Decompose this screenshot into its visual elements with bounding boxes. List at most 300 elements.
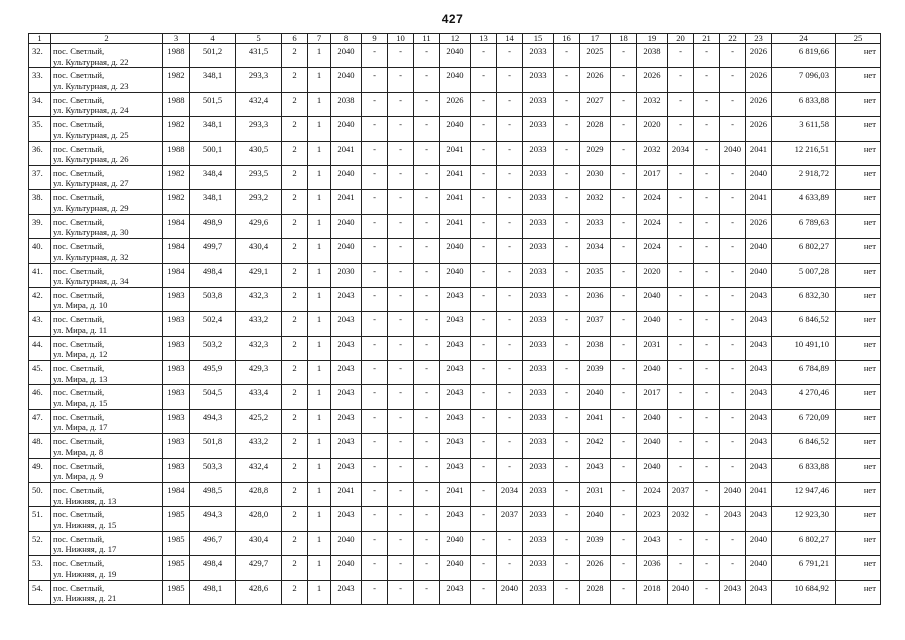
table-cell: 2043 bbox=[746, 361, 772, 385]
table-cell: 2033 bbox=[523, 507, 554, 531]
table-cell: - bbox=[471, 531, 497, 555]
table-cell: 1982 bbox=[163, 165, 190, 189]
table-cell: 2040 bbox=[637, 409, 668, 433]
table-cell: 1984 bbox=[163, 263, 190, 287]
table-cell: 2040 bbox=[440, 117, 471, 141]
table-cell: 2041 bbox=[440, 190, 471, 214]
table-cell: 425,2 bbox=[236, 409, 282, 433]
table-cell: - bbox=[388, 458, 414, 482]
table-cell: - bbox=[362, 409, 388, 433]
table-cell: - bbox=[694, 483, 720, 507]
status-cell: нет bbox=[836, 190, 881, 214]
table-cell: 2043 bbox=[440, 458, 471, 482]
table-cell: 2034 bbox=[668, 141, 694, 165]
table-cell: 2043 bbox=[331, 409, 362, 433]
table-cell: 293,3 bbox=[236, 117, 282, 141]
table-cell: 1 bbox=[308, 263, 331, 287]
table-cell: - bbox=[497, 336, 523, 360]
column-number-cell: 19 bbox=[637, 34, 668, 44]
table-cell: - bbox=[388, 409, 414, 433]
table-cell: 1988 bbox=[163, 92, 190, 116]
table-cell: - bbox=[720, 117, 746, 141]
table-cell: 2033 bbox=[523, 214, 554, 238]
table-cell: - bbox=[611, 165, 637, 189]
cost-cell: 7 096,03 bbox=[772, 68, 836, 92]
table-cell: - bbox=[694, 385, 720, 409]
table-cell: - bbox=[694, 287, 720, 311]
table-cell: 498,9 bbox=[190, 214, 236, 238]
table-cell: 432,4 bbox=[236, 458, 282, 482]
status-cell: нет bbox=[836, 361, 881, 385]
table-cell: 1 bbox=[308, 239, 331, 263]
table-cell: 501,2 bbox=[190, 44, 236, 68]
table-cell: - bbox=[497, 287, 523, 311]
table-cell: - bbox=[554, 165, 580, 189]
address-cell: пос. Светлый, ул. Культурная, д. 29 bbox=[51, 190, 163, 214]
table-cell: 2040 bbox=[637, 312, 668, 336]
column-number-cell: 3 bbox=[163, 34, 190, 44]
table-cell: 1983 bbox=[163, 458, 190, 482]
table-cell: - bbox=[720, 409, 746, 433]
column-number-cell: 13 bbox=[471, 34, 497, 44]
table-cell: 428,0 bbox=[236, 507, 282, 531]
table-cell: 2040 bbox=[720, 141, 746, 165]
table-cell: - bbox=[554, 312, 580, 336]
table-cell: 428,8 bbox=[236, 483, 282, 507]
table-cell: 494,3 bbox=[190, 507, 236, 531]
address-cell: пос. Светлый, ул. Культурная, д. 23 bbox=[51, 68, 163, 92]
table-cell: 2 bbox=[282, 117, 308, 141]
status-cell: нет bbox=[836, 239, 881, 263]
table-cell: - bbox=[497, 434, 523, 458]
table-cell: - bbox=[388, 556, 414, 580]
table-cell: - bbox=[497, 556, 523, 580]
table-cell: 432,4 bbox=[236, 92, 282, 116]
cost-cell: 6 720,09 bbox=[772, 409, 836, 433]
table-cell: - bbox=[497, 44, 523, 68]
column-number-cell: 1 bbox=[29, 34, 51, 44]
table-cell: 2043 bbox=[440, 434, 471, 458]
table-cell: 2037 bbox=[497, 507, 523, 531]
table-cell: 2 bbox=[282, 165, 308, 189]
table-cell: - bbox=[694, 190, 720, 214]
table-cell: - bbox=[668, 458, 694, 482]
housing-register-table bbox=[28, 33, 881, 605]
table-cell: 293,3 bbox=[236, 68, 282, 92]
table-cell: - bbox=[414, 117, 440, 141]
table-cell: 503,8 bbox=[190, 287, 236, 311]
table-cell: - bbox=[668, 68, 694, 92]
table-cell: - bbox=[471, 385, 497, 409]
table-cell: 2028 bbox=[580, 117, 611, 141]
table-cell: 2 bbox=[282, 92, 308, 116]
cost-cell: 4 633,89 bbox=[772, 190, 836, 214]
table-cell: 2043 bbox=[746, 580, 772, 604]
table-cell: 432,3 bbox=[236, 287, 282, 311]
table-cell: - bbox=[611, 141, 637, 165]
address-cell: пос. Светлый, ул. Нижняя, д. 17 bbox=[51, 531, 163, 555]
table-cell: - bbox=[471, 483, 497, 507]
table-cell: - bbox=[362, 458, 388, 482]
table-cell: 1 bbox=[308, 214, 331, 238]
table-cell: 2040 bbox=[746, 556, 772, 580]
table-cell: 2043 bbox=[331, 361, 362, 385]
table-cell: - bbox=[471, 263, 497, 287]
table-cell: 433,2 bbox=[236, 434, 282, 458]
table-cell: 2026 bbox=[580, 556, 611, 580]
table-cell: - bbox=[668, 434, 694, 458]
table-cell: - bbox=[554, 580, 580, 604]
table-cell: - bbox=[668, 409, 694, 433]
status-cell: нет bbox=[836, 483, 881, 507]
table-cell: - bbox=[668, 531, 694, 555]
table-row bbox=[29, 336, 881, 360]
table-cell: - bbox=[362, 531, 388, 555]
table-cell: 2033 bbox=[523, 190, 554, 214]
table-row bbox=[29, 214, 881, 238]
table-cell: 2017 bbox=[637, 165, 668, 189]
table-cell: 2 bbox=[282, 190, 308, 214]
address-cell: пос. Светлый, ул. Культурная, д. 32 bbox=[51, 239, 163, 263]
table-cell: 348,4 bbox=[190, 165, 236, 189]
table-cell: - bbox=[720, 214, 746, 238]
status-cell: нет bbox=[836, 580, 881, 604]
table-cell: 2036 bbox=[637, 556, 668, 580]
table-cell: - bbox=[554, 287, 580, 311]
table-cell: 2040 bbox=[580, 385, 611, 409]
table-cell: 1982 bbox=[163, 68, 190, 92]
column-number-cell: 23 bbox=[746, 34, 772, 44]
table-cell: - bbox=[694, 434, 720, 458]
table-cell: - bbox=[388, 141, 414, 165]
table-cell: - bbox=[694, 165, 720, 189]
table-cell: - bbox=[611, 336, 637, 360]
table-cell: 430,4 bbox=[236, 531, 282, 555]
table-cell: 348,1 bbox=[190, 117, 236, 141]
table-cell: - bbox=[720, 239, 746, 263]
table-cell: 2043 bbox=[331, 458, 362, 482]
table-cell: - bbox=[694, 458, 720, 482]
table-cell: - bbox=[554, 214, 580, 238]
table-cell: 2043 bbox=[746, 385, 772, 409]
table-cell: - bbox=[388, 44, 414, 68]
table-cell: 503,2 bbox=[190, 336, 236, 360]
table-cell: 2 bbox=[282, 556, 308, 580]
table-cell: - bbox=[388, 239, 414, 263]
table-cell: 2017 bbox=[637, 385, 668, 409]
table-cell: 1985 bbox=[163, 556, 190, 580]
address-cell: пос. Светлый, ул. Нижняя, д. 15 bbox=[51, 507, 163, 531]
table-cell: - bbox=[414, 361, 440, 385]
table-cell: 1 bbox=[308, 312, 331, 336]
table-cell: 2036 bbox=[580, 287, 611, 311]
table-cell: - bbox=[694, 531, 720, 555]
table-cell: 2033 bbox=[523, 483, 554, 507]
table-cell: 503,3 bbox=[190, 458, 236, 482]
table-cell: - bbox=[414, 239, 440, 263]
table-cell: - bbox=[471, 287, 497, 311]
table-cell: 2 bbox=[282, 141, 308, 165]
table-cell: 2 bbox=[282, 44, 308, 68]
table-cell: - bbox=[388, 531, 414, 555]
table-cell: - bbox=[388, 190, 414, 214]
table-cell: - bbox=[720, 190, 746, 214]
table-cell: - bbox=[388, 580, 414, 604]
table-row bbox=[29, 165, 881, 189]
status-cell: нет bbox=[836, 68, 881, 92]
table-cell: 2033 bbox=[523, 556, 554, 580]
table-cell: 2041 bbox=[440, 214, 471, 238]
table-cell: 2040 bbox=[637, 287, 668, 311]
table-cell: 2033 bbox=[523, 312, 554, 336]
table-cell: 2029 bbox=[580, 141, 611, 165]
table-cell: - bbox=[554, 507, 580, 531]
table-cell: - bbox=[554, 263, 580, 287]
table-cell: 2032 bbox=[637, 141, 668, 165]
table-cell: - bbox=[362, 263, 388, 287]
table-row bbox=[29, 556, 881, 580]
table-cell: 293,2 bbox=[236, 190, 282, 214]
table-cell: 2043 bbox=[440, 409, 471, 433]
table-cell: 433,2 bbox=[236, 312, 282, 336]
cost-cell: 6 833,88 bbox=[772, 92, 836, 116]
table-cell: - bbox=[362, 287, 388, 311]
table-cell: 1 bbox=[308, 117, 331, 141]
table-cell: 2038 bbox=[580, 336, 611, 360]
table-cell: 2033 bbox=[523, 434, 554, 458]
cost-cell: 6 833,88 bbox=[772, 458, 836, 482]
cost-cell: 6 789,63 bbox=[772, 214, 836, 238]
table-cell: 2043 bbox=[440, 385, 471, 409]
table-cell: 2020 bbox=[637, 117, 668, 141]
table-cell: - bbox=[362, 483, 388, 507]
table-row bbox=[29, 190, 881, 214]
table-row bbox=[29, 239, 881, 263]
address-cell: пос. Светлый, ул. Культурная, д. 27 bbox=[51, 165, 163, 189]
table-cell: - bbox=[694, 580, 720, 604]
row-number-cell: 39. bbox=[29, 214, 51, 238]
table-cell: 2032 bbox=[580, 190, 611, 214]
table-cell: - bbox=[668, 287, 694, 311]
table-cell: 2043 bbox=[331, 336, 362, 360]
address-cell: пос. Светлый, ул. Мира, д. 8 bbox=[51, 434, 163, 458]
table-cell: 2 bbox=[282, 287, 308, 311]
table-cell: - bbox=[554, 239, 580, 263]
table-cell: - bbox=[611, 263, 637, 287]
table-cell: - bbox=[554, 92, 580, 116]
column-number-row bbox=[29, 34, 881, 44]
table-cell: 1 bbox=[308, 336, 331, 360]
table-cell: - bbox=[668, 44, 694, 68]
table-cell: - bbox=[554, 556, 580, 580]
column-number-cell: 17 bbox=[580, 34, 611, 44]
table-cell: 2 bbox=[282, 214, 308, 238]
table-cell: - bbox=[694, 214, 720, 238]
table-cell: 494,3 bbox=[190, 409, 236, 433]
table-cell: 2040 bbox=[440, 531, 471, 555]
table-cell: 2040 bbox=[440, 263, 471, 287]
table-cell: - bbox=[497, 141, 523, 165]
table-row bbox=[29, 263, 881, 287]
table-cell: 2024 bbox=[637, 214, 668, 238]
table-cell: 2043 bbox=[331, 287, 362, 311]
table-cell: 1984 bbox=[163, 483, 190, 507]
table-cell: 2043 bbox=[440, 507, 471, 531]
cost-cell: 6 784,89 bbox=[772, 361, 836, 385]
table-cell: - bbox=[362, 580, 388, 604]
table-cell: 2041 bbox=[746, 190, 772, 214]
table-cell: - bbox=[362, 556, 388, 580]
table-cell: 1 bbox=[308, 68, 331, 92]
column-number-cell: 14 bbox=[497, 34, 523, 44]
row-number-cell: 52. bbox=[29, 531, 51, 555]
table-cell: 2043 bbox=[746, 409, 772, 433]
cost-cell: 12 947,46 bbox=[772, 483, 836, 507]
table-cell: 501,5 bbox=[190, 92, 236, 116]
table-cell: 2043 bbox=[440, 287, 471, 311]
table-cell: 1983 bbox=[163, 361, 190, 385]
table-cell: - bbox=[611, 239, 637, 263]
column-number-cell: 15 bbox=[523, 34, 554, 44]
table-cell: 2024 bbox=[637, 239, 668, 263]
table-cell: - bbox=[554, 361, 580, 385]
row-number-cell: 51. bbox=[29, 507, 51, 531]
table-cell: 2040 bbox=[580, 507, 611, 531]
table-cell: 1 bbox=[308, 531, 331, 555]
table-cell: - bbox=[362, 336, 388, 360]
table-cell: - bbox=[471, 117, 497, 141]
table-cell: 2031 bbox=[637, 336, 668, 360]
address-cell: пос. Светлый, ул. Мира, д. 9 bbox=[51, 458, 163, 482]
table-cell: - bbox=[497, 165, 523, 189]
table-cell: 2033 bbox=[523, 263, 554, 287]
status-cell: нет bbox=[836, 556, 881, 580]
status-cell: нет bbox=[836, 44, 881, 68]
table-cell: - bbox=[497, 409, 523, 433]
table-cell: 1985 bbox=[163, 580, 190, 604]
table-cell: 1983 bbox=[163, 385, 190, 409]
table-cell: - bbox=[611, 361, 637, 385]
table-cell: - bbox=[414, 190, 440, 214]
table-cell: 2018 bbox=[637, 580, 668, 604]
table-cell: - bbox=[471, 92, 497, 116]
table-cell: 2042 bbox=[580, 434, 611, 458]
table-cell: - bbox=[414, 556, 440, 580]
table-cell: 1 bbox=[308, 141, 331, 165]
table-cell: 2041 bbox=[331, 190, 362, 214]
table-cell: 1 bbox=[308, 44, 331, 68]
table-cell: 1 bbox=[308, 580, 331, 604]
column-number-cell: 24 bbox=[772, 34, 836, 44]
table-cell: - bbox=[362, 239, 388, 263]
table-cell: 2033 bbox=[523, 409, 554, 433]
table-cell: - bbox=[720, 531, 746, 555]
table-cell: 2 bbox=[282, 239, 308, 263]
table-cell: - bbox=[720, 263, 746, 287]
table-cell: - bbox=[611, 68, 637, 92]
table-cell: 2040 bbox=[746, 239, 772, 263]
table-cell: - bbox=[497, 458, 523, 482]
table-cell: - bbox=[694, 141, 720, 165]
table-cell: - bbox=[668, 239, 694, 263]
table-cell: - bbox=[694, 239, 720, 263]
table-cell: - bbox=[414, 580, 440, 604]
column-number-cell: 20 bbox=[668, 34, 694, 44]
table-cell: 2020 bbox=[637, 263, 668, 287]
table-cell: 2040 bbox=[637, 434, 668, 458]
table-cell: - bbox=[611, 312, 637, 336]
table-cell: - bbox=[414, 531, 440, 555]
column-number-cell: 8 bbox=[331, 34, 362, 44]
table-cell: 1 bbox=[308, 92, 331, 116]
table-cell: 2041 bbox=[440, 483, 471, 507]
table-cell: 2033 bbox=[523, 336, 554, 360]
table-cell: 1 bbox=[308, 434, 331, 458]
table-cell: 2037 bbox=[580, 312, 611, 336]
table-cell: 2040 bbox=[331, 214, 362, 238]
cost-cell: 6 846,52 bbox=[772, 312, 836, 336]
table-cell: - bbox=[694, 556, 720, 580]
column-number-cell: 18 bbox=[611, 34, 637, 44]
table-cell: 2041 bbox=[331, 141, 362, 165]
table-cell: - bbox=[414, 165, 440, 189]
table-cell: - bbox=[414, 434, 440, 458]
column-number-cell: 22 bbox=[720, 34, 746, 44]
table-cell: 2043 bbox=[331, 507, 362, 531]
table-cell: - bbox=[497, 214, 523, 238]
table-cell: 2026 bbox=[746, 214, 772, 238]
table-cell: 1 bbox=[308, 409, 331, 433]
table-cell: - bbox=[388, 263, 414, 287]
table-cell: 433,4 bbox=[236, 385, 282, 409]
table-cell: - bbox=[720, 44, 746, 68]
table-cell: - bbox=[414, 409, 440, 433]
table-cell: 1 bbox=[308, 458, 331, 482]
table-cell: 2 bbox=[282, 409, 308, 433]
table-cell: 1982 bbox=[163, 117, 190, 141]
table-cell: 2043 bbox=[331, 312, 362, 336]
table-cell: 1988 bbox=[163, 44, 190, 68]
table-cell: 2033 bbox=[523, 580, 554, 604]
cost-cell: 3 611,58 bbox=[772, 117, 836, 141]
table-cell: 348,1 bbox=[190, 190, 236, 214]
status-cell: нет bbox=[836, 434, 881, 458]
table-cell: 2040 bbox=[331, 165, 362, 189]
table-cell: 2041 bbox=[746, 483, 772, 507]
table-cell: 2043 bbox=[720, 507, 746, 531]
table-row bbox=[29, 385, 881, 409]
column-number-cell: 5 bbox=[236, 34, 282, 44]
table-cell: - bbox=[471, 312, 497, 336]
table-cell: - bbox=[611, 190, 637, 214]
table-cell: 2040 bbox=[497, 580, 523, 604]
table-cell: 2 bbox=[282, 385, 308, 409]
table-cell: 2040 bbox=[331, 556, 362, 580]
table-cell: - bbox=[720, 312, 746, 336]
table-cell: - bbox=[471, 361, 497, 385]
column-number-cell: 21 bbox=[694, 34, 720, 44]
table-cell: 2043 bbox=[440, 580, 471, 604]
table-cell: - bbox=[471, 458, 497, 482]
table-cell: 2043 bbox=[746, 458, 772, 482]
row-number-cell: 46. bbox=[29, 385, 51, 409]
table-cell: - bbox=[497, 68, 523, 92]
row-number-cell: 54. bbox=[29, 580, 51, 604]
cost-cell: 10 684,92 bbox=[772, 580, 836, 604]
table-cell: - bbox=[611, 531, 637, 555]
table-cell: 2037 bbox=[668, 483, 694, 507]
table-cell: - bbox=[720, 458, 746, 482]
